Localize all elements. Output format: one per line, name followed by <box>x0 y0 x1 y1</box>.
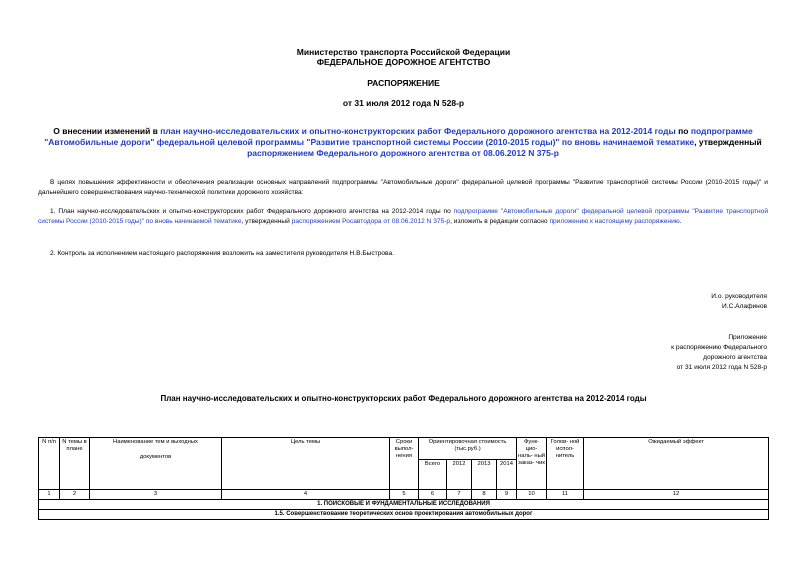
col-header-2013: 2013 <box>472 460 497 490</box>
col-header-result: Ожидаемый эффект <box>584 438 769 490</box>
signature-block <box>711 292 767 312</box>
signature-name: И.С.Алафинов <box>722 303 767 310</box>
title-link-subprogram[interactable]: подпрограмме "Автомобильные дороги" федеральной целевой программы "Развитие транспортной системы России (2010-2015 годы)" по вновь начинаемой тематике <box>44 126 753 147</box>
title-text: по <box>675 126 691 136</box>
p1-link-subprogram[interactable]: подпрограмме "Автомобильные дороги" федеральной целевой программы "Развитие транспортной системы России (2010-2015 годы)" по вновь начинаемой тематике <box>38 208 768 225</box>
p1-text: , утвержденный <box>241 218 292 225</box>
col-header-cost: Ориентировочная стоимость (тыс.руб.) <box>419 438 517 460</box>
appendix-line: дорожного агентства <box>703 354 767 361</box>
col-header-no: N п/п <box>39 438 60 490</box>
col-header-total: Всего <box>419 460 447 490</box>
title-text: О внесении изменений в <box>53 126 161 136</box>
col-header-theme-no: N темы в плане <box>60 438 90 490</box>
appendix-line: от 31 июля 2012 года N 528-р <box>676 364 767 371</box>
appendix-block <box>671 333 767 373</box>
subsection-heading: 1.5. Совершенствование теоретических основ проектирования автомобильных дорог <box>39 510 769 520</box>
document-type: РАСПОРЯЖЕНИЕ <box>367 78 440 88</box>
col-number: 11 <box>547 490 584 500</box>
p1-text: 1. План научно-исследовательских и опытно-конструкторских работ Федерального дорожного агентства на 2012-2014 годы по <box>50 208 454 215</box>
section-heading: 1. ПОИСКОВЫЕ И ФУНДАМЕНТАЛЬНЫЕ ИССЛЕДОВАНИЯ <box>39 500 769 510</box>
table-subsection-row <box>39 510 769 520</box>
col-number: 10 <box>517 490 547 500</box>
title-text: , утвержденный <box>694 137 762 147</box>
col-header-2014: 2014 <box>497 460 517 490</box>
document-date: от 31 июля 2012 года N 528-р <box>342 98 465 108</box>
appendix-line: Приложение <box>728 334 767 341</box>
table-section-row <box>39 500 769 510</box>
p1-link-order[interactable]: распоряжением Росавтодора от 08.06.2012 N 375-р <box>291 218 451 225</box>
p1-text: . <box>679 218 682 225</box>
col-header-executor: Голов- ной испол- нитель <box>547 438 584 490</box>
table-header-row <box>39 438 769 460</box>
table-number-row <box>39 490 769 500</box>
col-number: 9 <box>497 490 517 500</box>
col-number: 6 <box>419 490 447 500</box>
col-header-name-line: Наименование тем и выходных <box>113 439 198 445</box>
signature-position: И.о. руководителя <box>711 293 767 300</box>
intro-paragraph: В целях повышения эффективности и обеспечения реализации основных направлений подпрограммы "Автомобильные дороги" федеральной целевой программы "Развитие транспортной системы России (2010-2015 годы)" и дальнейшего совершенствования научно-технической политики дорожного хозяйства: <box>38 179 768 196</box>
document-title <box>38 126 768 159</box>
title-link-plan[interactable]: план научно-исследовательских и опытно-конструкторских работ Федерального дорожного агентства на 2012-2014 годы <box>160 126 676 136</box>
col-number: 8 <box>472 490 497 500</box>
col-header-terms: Сроки выпол- нения <box>390 438 419 490</box>
col-header-name-line: документов <box>139 454 172 460</box>
col-number: 4 <box>222 490 390 500</box>
plan-table <box>38 437 769 520</box>
p1-text: , изложить в редакции согласно <box>450 218 550 225</box>
col-header-name <box>90 438 222 490</box>
col-number: 5 <box>390 490 419 500</box>
agency-name: ФЕДЕРАЛЬНОЕ ДОРОЖНОЕ АГЕНТСТВО <box>316 57 491 67</box>
plan-title: План научно-исследовательских и опытно-конструкторских работ Федерального дорожного агентства на 2012-2014 годы <box>160 394 647 403</box>
col-number: 3 <box>90 490 222 500</box>
ministry-name: Министерство транспорта Российской Федерации <box>296 47 511 57</box>
col-header-goal: Цель темы <box>222 438 390 490</box>
title-link-order[interactable]: распоряжением Федерального дорожного агентства от 08.06.2012 N 375-р <box>247 148 559 158</box>
appendix-line: к распоряжению Федерального <box>671 344 767 351</box>
p1-link-appendix[interactable]: приложению к настоящему распоряжению <box>549 218 680 225</box>
paragraph-2: 2. Контроль за исполнением настоящего распоряжения возложить на заместителя руководителя Н.В.Быстрова. <box>50 250 394 257</box>
col-number: 2 <box>60 490 90 500</box>
col-header-customer: Функ- цио- наль- ный заказ- чик <box>517 438 547 490</box>
col-number: 1 <box>39 490 60 500</box>
paragraph-1 <box>38 207 768 227</box>
col-header-2012: 2012 <box>447 460 472 490</box>
col-number: 7 <box>447 490 472 500</box>
col-number: 12 <box>584 490 769 500</box>
